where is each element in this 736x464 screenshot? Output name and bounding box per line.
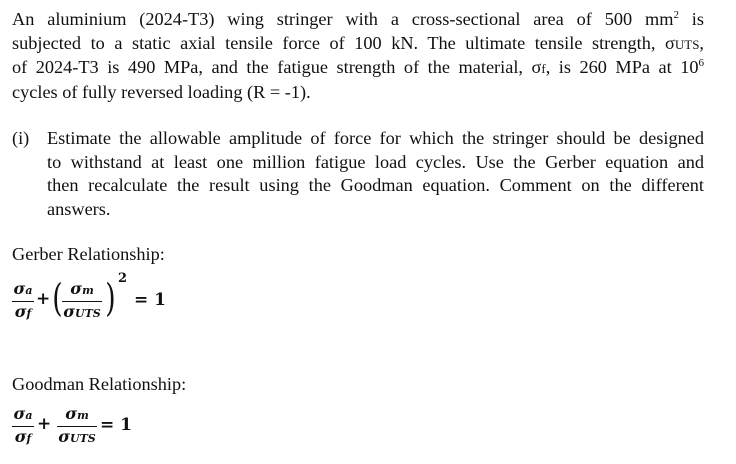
gerber-right-paren: )	[105, 276, 116, 320]
statement-line-2: subjected to a static axial tensile force of 100 kN. The ultimate tensile strength, σUTS,	[12, 32, 704, 53]
gerber-fraction-m-over-uts: σm σUTS	[63, 279, 101, 321]
goodman-equals-one: = 1	[100, 415, 132, 435]
question-line-1: Estimate the allowable amplitude of force for which the stringer should be designed	[47, 128, 704, 148]
question-text	[47, 127, 704, 221]
gerber-fraction-a-over-f: σa σf	[13, 279, 33, 321]
question-line-3: then recalculate the result using the Goodman equation. Comment on the different	[47, 175, 704, 195]
statement-line-4: cycles of fully reversed loading (R = -1).	[12, 81, 311, 102]
problem-statement	[12, 8, 704, 104]
question-line-2: to withstand at least one million fatigue load cycles. Use the Gerber equation and	[47, 151, 704, 172]
goodman-fraction-m-over-uts: σm σUTS	[58, 404, 96, 446]
gerber-plus: +	[36, 289, 51, 309]
question-line-4: answers.	[47, 198, 111, 219]
question-number: (i)	[12, 128, 30, 148]
goodman-plus: +	[37, 414, 52, 434]
gerber-left-paren: (	[52, 276, 63, 320]
goodman-heading: Goodman Relationship:	[12, 374, 187, 394]
gerber-equation	[12, 271, 212, 340]
goodman-fraction-a-over-f: σa σf	[13, 404, 33, 446]
statement-line-1: An aluminium (2024-T3) wing stringer with a cross-sectional area of 500 $mm^2$ is	[12, 9, 705, 29]
question-i	[12, 127, 704, 221]
statement-line-3: of 2024-T3 is 490 MPa, and the fatigue strength of the material, σf, is 260 MPa at $10^6$	[12, 57, 704, 77]
gerber-heading: Gerber Relationship:	[12, 244, 165, 264]
gerber-equals-one: = 1	[134, 290, 166, 310]
gerber-exponent: 2	[118, 271, 128, 286]
goodman-equation	[12, 405, 212, 461]
